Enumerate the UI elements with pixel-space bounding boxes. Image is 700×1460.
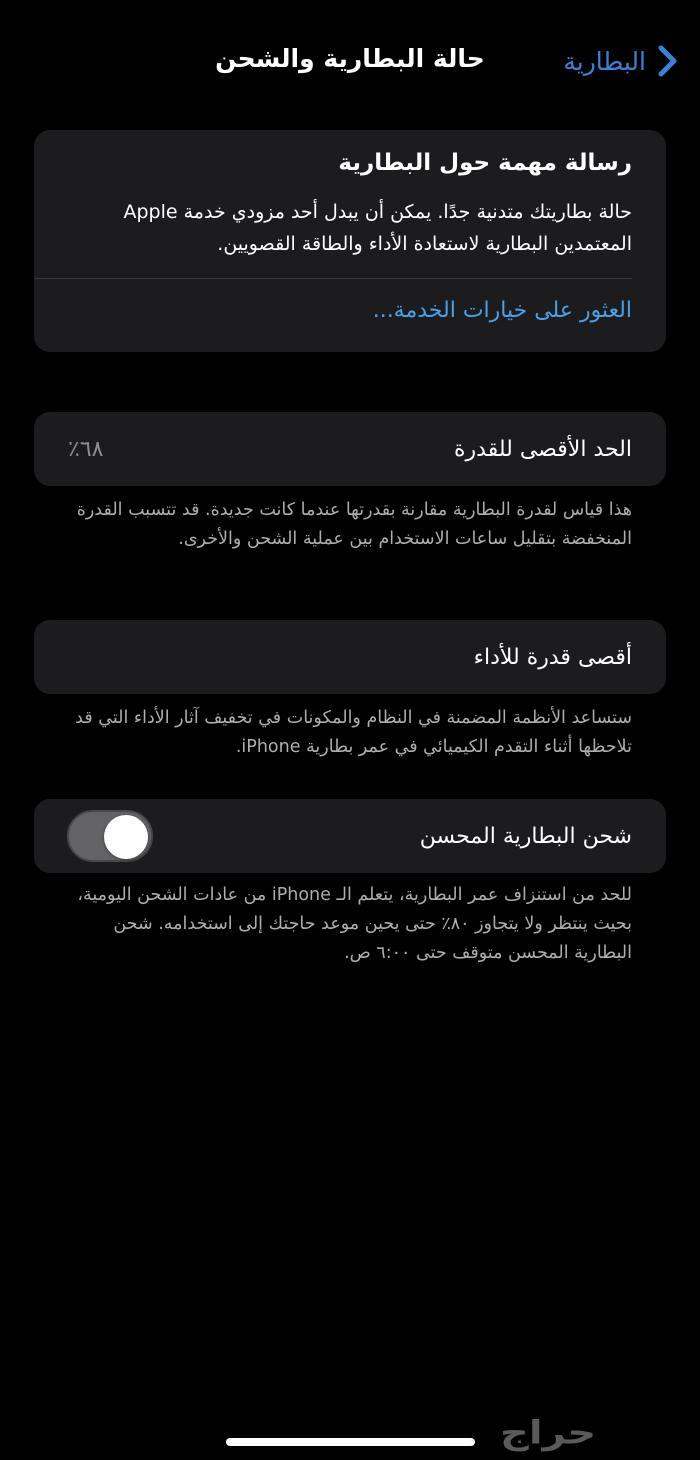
optimized-charging-row	[34, 799, 666, 873]
home-indicator[interactable]	[226, 1438, 475, 1446]
maximum-capacity-row	[34, 412, 666, 486]
maximum-capacity-footnote: هذا قياس لقدرة البطارية مقارنة بقدرتها عندما كانت جديدة. قد تتسبب القدرة المنخفضة بتقليل ساعات الاستخدام بين عملية الشحن والأخرى.	[76, 500, 632, 549]
haraj-watermark: حراج	[500, 1414, 597, 1452]
page-title: حالة البطارية والشحن	[215, 44, 485, 73]
maximum-capacity-label: الحد الأقصى للقدرة	[454, 436, 632, 462]
maximum-capacity-value: ٪٦٨	[68, 436, 104, 462]
battery-message-card	[34, 130, 666, 352]
navigation-bar	[0, 0, 700, 125]
optimized-charging-toggle[interactable]	[67, 810, 153, 862]
message-body: حالة بطاريتك متدنية جدًا. يمكن أن يبدل أحد مزودي خدمة Apple المعتمدين البطارية لاستعادة الأداء والطاقة القصويين.	[123, 201, 632, 255]
peak-performance-footnote: ستساعد الأنظمة المضمنة في النظام والمكونات في تخفيف آثار الأداء التي قد تلاحظها أثناء التقدم الكيميائي في عمر بطارية iPhone.	[75, 708, 632, 757]
toggle-knob	[104, 815, 148, 859]
find-service-options-link[interactable]: العثور على خيارات الخدمة...	[372, 298, 632, 323]
peak-performance-label: أقصى قدرة للأداء	[473, 644, 632, 670]
message-title: رسالة مهمة حول البطارية	[338, 150, 632, 176]
optimized-charging-footnote: للحد من استنزاف عمر البطارية، يتعلم الـ iPhone من عادات الشحن اليومية، بحيث ينتظر ولا يتجاوز ٨٠٪ حتى يحين موعد حاجتك إلى استخدامه. شحن البطارية المحسن متوقف حتى ٦:٠٠ ص.	[77, 885, 632, 963]
optimized-charging-label: شحن البطارية المحسن	[419, 823, 632, 849]
peak-performance-row	[34, 620, 666, 694]
back-label: البطارية	[563, 46, 646, 76]
divider	[34, 278, 632, 279]
